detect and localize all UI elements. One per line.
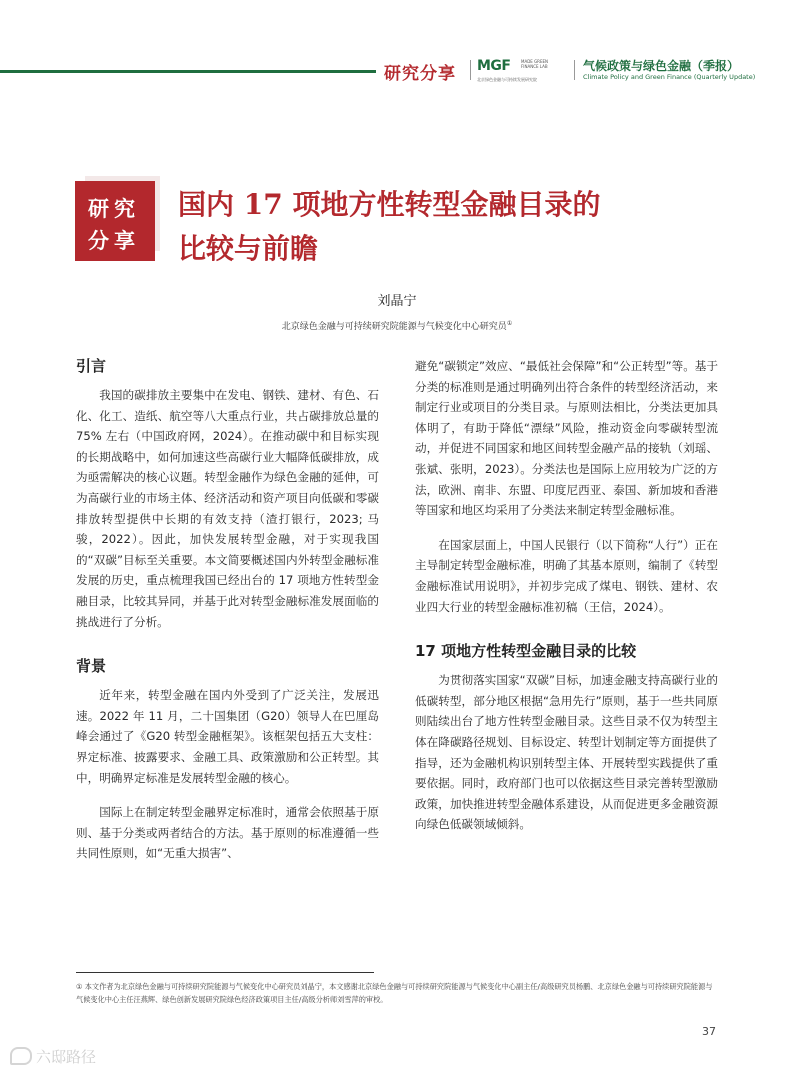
author-affiliation	[0, 319, 794, 332]
left-column	[76, 356, 379, 864]
heading-comparison: 17 项地方性转型金融目录的比较	[415, 642, 637, 661]
footnote: ① 本文作者为北京绿色金融与可持续研究院能源与气候变化中心研究员刘晶宁，本文感谢北京绿色金融与可持续研究院能源与气候变化中心副主任/高级研究员杨鹏、北京绿色金融与可持续研究院能源与气候变化中心主任汪燕辉、绿色创新发展研究院绿色经济政策项目主任/高级分析师刘雪萍的审校。	[76, 982, 713, 1004]
header-divider	[470, 60, 471, 80]
logo-text: MGF	[477, 58, 511, 74]
journal-title-cn: 气候政策与绿色金融（季报）	[583, 59, 740, 73]
badge-line-2: 分享	[88, 228, 140, 253]
section-badge	[75, 181, 155, 261]
watermark-text: 六邸路径	[36, 1048, 97, 1066]
title-line-2: 比较与前瞻	[178, 232, 319, 265]
section-label: 研究分享	[384, 64, 456, 84]
logo-subtitle: MADE GREEN FINANCE LAB	[521, 59, 548, 69]
logo-caption: 北京绿色金融与可持续发展研究院	[477, 77, 537, 82]
badge-line-1: 研究	[88, 196, 140, 221]
author-name: 刘晶宁	[377, 294, 417, 309]
heading-background: 背景	[76, 657, 107, 676]
background-paragraph-2: 国际上在制定转型金融界定标准时，通常会依照基于原则、基于分类或两者结合的方法。基于原则的标准遵循一些共同性原则，如“无重大损害”、	[76, 805, 379, 861]
right-column	[415, 356, 718, 835]
journal-title-en: Climate Policy and Green Finance (Quarterly Update)	[583, 73, 756, 81]
continued-paragraph: 避免“碳锁定”效应、“最低社会保障”和“公正转型”等。基于分类的标准则是通过明确列出符合条件的转型经济活动，来制定行业或项目的分类目录。与原则法相比，分类法更加具体明了，有助于降低“漂绿”风险，推动资金向零碳转型流动，并促进不同国家和地区间转型金融产品的接轨（刘瑶、张斌、张明，2023）。分类法也是国际上应用较为广泛的方法，欧洲、南非、东盟、印度尼西亚、泰国、新加坡和香港等国家和地区均采用了分类法来制定转型金融标准。	[415, 359, 718, 518]
pboc-paragraph: 在国家层面上，中国人民银行（以下简称“人行”）正在主导制定转型金融标准，明确了其基本原则，编制了《转型金融标准试用说明》，并初步完成了煤电、钢铁、建材、农业四大行业的转型金融标准初稿（王信，2024）。	[415, 537, 718, 614]
watermark-icon	[10, 1047, 32, 1065]
title-line-1: 国内 17 项地方性转型金融目录的	[178, 188, 601, 221]
page-number: 37	[702, 1025, 716, 1038]
article-title	[178, 183, 738, 271]
heading-introduction: 引言	[76, 357, 107, 375]
intro-paragraph: 我国的碳排放主要集中在发电、钢铁、建材、有色、石化、化工、造纸、航空等八大重点行业，共占碳排放总量的 75% 左右（中国政府网，2024）。在推动碳中和目标实现的长期战略中，如何加速这些高碳行业大幅降低碳排放，成为亟需解决的核心议题。转型金融作为绿色金融的延伸，可为高碳行业的市场主体、经济活动和资产项目向低碳和零碳排放转型提供中长期的有效支持（渣打银行，2023; 马骏，2022）。因此，加快发展转型金融，对于实现我国的“双碳”目标至关重要。本文简要概述国内外转型金融标准发展的历史，重点梳理我国已经出台的 17 项地方性转型金融目录，比较其异同，并基于此对转型金融标准发展面临的挑战进行了分析。	[76, 388, 379, 629]
footnote-rule	[76, 972, 374, 973]
footnote-marker: ①	[506, 320, 513, 327]
background-paragraph-1: 近年来，转型金融在国内外受到了广泛关注，发展迅速。2022 年 11 月，二十国集团（G20）领导人在巴厘岛峰会通过了《G20 转型金融框架》。该框架包括五大支柱：界定标准、披露要求、金融工具、政策激励和公正转型。其中，明确界定标准是发展转型金融的核心。	[76, 688, 379, 785]
watermark	[10, 1046, 96, 1067]
mgf-logo	[477, 58, 567, 86]
affiliation-text: 北京绿色金融与可持续研究院能源与气候变化中心研究员	[281, 322, 507, 332]
header-rule	[0, 70, 376, 73]
header-divider	[574, 60, 575, 80]
comparison-paragraph: 为贯彻落实国家“双碳”目标，加速金融支持高碳行业的低碳转型，部分地区根据“急用先行”原则，基于一些共同原则陆续出台了地方性转型金融目录。这些目录不仅为转型主体在降碳路径规划、目标设定、转型计划制定等方面提供了指导，还为金融机构识别转型主体、开展转型实践提供了重要依据。同时，政府部门也可以依据这些目录完善转型激励政策，加快推进转型金融体系建设，从而促进更多金融资源向绿色低碳领域倾斜。	[415, 673, 718, 832]
